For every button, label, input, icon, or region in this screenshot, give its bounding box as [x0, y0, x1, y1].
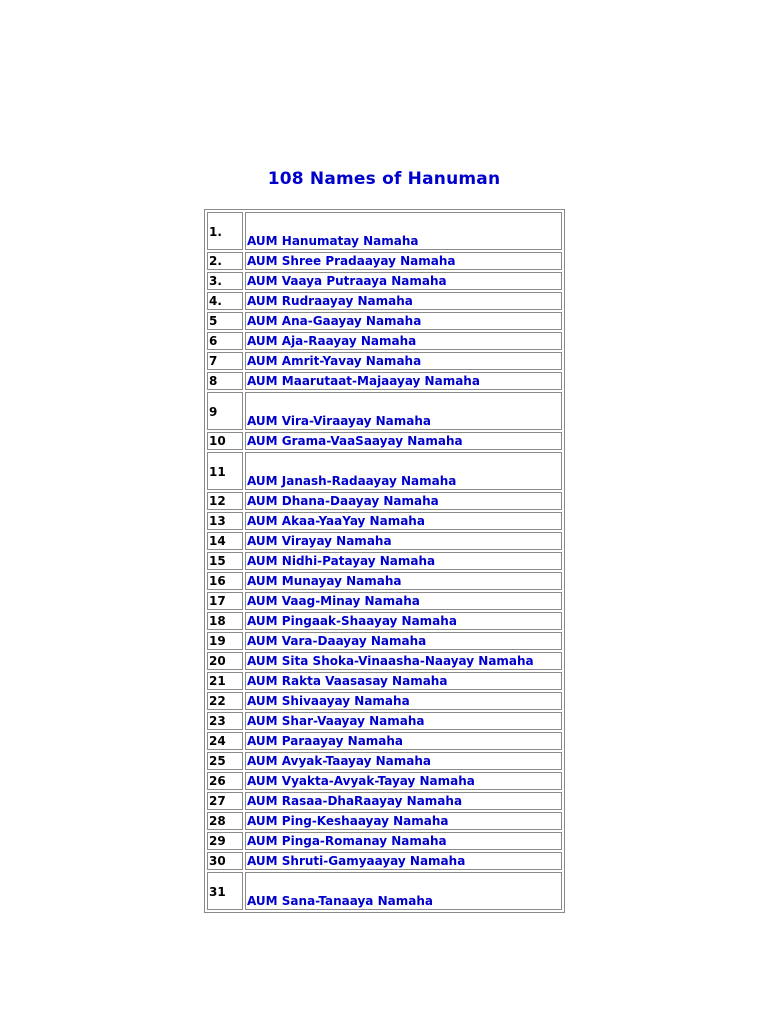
row-number: 2. [207, 252, 243, 270]
table-row [207, 652, 562, 670]
table-row [207, 712, 562, 730]
table-row [207, 552, 562, 570]
row-name: AUM Maarutaat-Majaayay Namaha [245, 372, 562, 390]
row-name: AUM Shivaayay Namaha [245, 692, 562, 710]
row-number: 9 [207, 392, 243, 430]
row-name: AUM Sita Shoka-Vinaasha-Naayay Namaha [245, 652, 562, 670]
row-number: 30 [207, 852, 243, 870]
row-number: 10 [207, 432, 243, 450]
row-number: 29 [207, 832, 243, 850]
row-number: 21 [207, 672, 243, 690]
table-row [207, 752, 562, 770]
row-number: 24 [207, 732, 243, 750]
row-number: 4. [207, 292, 243, 310]
table-row [207, 432, 562, 450]
row-name: AUM Shar-Vaayay Namaha [245, 712, 562, 730]
row-name: AUM Janash-Radaayay Namaha [245, 452, 562, 490]
row-number: 15 [207, 552, 243, 570]
table-row [207, 592, 562, 610]
table-row [207, 612, 562, 630]
row-number: 18 [207, 612, 243, 630]
table-row [207, 332, 562, 350]
row-number: 1. [207, 212, 243, 250]
row-name: AUM Rudraayay Namaha [245, 292, 562, 310]
row-number: 28 [207, 812, 243, 830]
row-number: 17 [207, 592, 243, 610]
table-row [207, 352, 562, 370]
row-name: AUM Hanumatay Namaha [245, 212, 562, 250]
table-row [207, 872, 562, 910]
row-name: AUM Sana-Tanaaya Namaha [245, 872, 562, 910]
row-number: 13 [207, 512, 243, 530]
table-row [207, 672, 562, 690]
row-number: 7 [207, 352, 243, 370]
row-name: AUM Rasaa-DhaRaayay Namaha [245, 792, 562, 810]
table-row [207, 532, 562, 550]
row-name: AUM Akaa-YaaYay Namaha [245, 512, 562, 530]
row-name: AUM Amrit-Yavay Namaha [245, 352, 562, 370]
row-name: AUM Shruti-Gamyaayay Namaha [245, 852, 562, 870]
row-number: 11 [207, 452, 243, 490]
table-row [207, 492, 562, 510]
row-name: AUM Vaag-Minay Namaha [245, 592, 562, 610]
table-row [207, 832, 562, 850]
row-name: AUM Munayay Namaha [245, 572, 562, 590]
table-row [207, 772, 562, 790]
table-row [207, 852, 562, 870]
table-row [207, 792, 562, 810]
table-row [207, 372, 562, 390]
row-name: AUM Vaaya Putraaya Namaha [245, 272, 562, 290]
names-table-body [207, 212, 562, 910]
row-number: 8 [207, 372, 243, 390]
row-name: AUM Ping-Keshaayay Namaha [245, 812, 562, 830]
table-row [207, 572, 562, 590]
row-number: 26 [207, 772, 243, 790]
table-row [207, 732, 562, 750]
row-name: AUM Pingaak-Shaayay Namaha [245, 612, 562, 630]
row-number: 27 [207, 792, 243, 810]
row-name: AUM Vyakta-Avyak-Tayay Namaha [245, 772, 562, 790]
row-name: AUM Paraayay Namaha [245, 732, 562, 750]
row-number: 20 [207, 652, 243, 670]
table-row [207, 312, 562, 330]
row-number: 16 [207, 572, 243, 590]
row-name: AUM Avyak-Taayay Namaha [245, 752, 562, 770]
row-number: 23 [207, 712, 243, 730]
row-number: 6 [207, 332, 243, 350]
row-name: AUM Aja-Raayay Namaha [245, 332, 562, 350]
row-number: 14 [207, 532, 243, 550]
row-number: 22 [207, 692, 243, 710]
row-name: AUM Grama-VaaSaayay Namaha [245, 432, 562, 450]
row-name: AUM Rakta Vaasasay Namaha [245, 672, 562, 690]
table-row [207, 812, 562, 830]
row-name: AUM Ana-Gaayay Namaha [245, 312, 562, 330]
row-name: AUM Nidhi-Patayay Namaha [245, 552, 562, 570]
row-name: AUM Virayay Namaha [245, 532, 562, 550]
table-row [207, 692, 562, 710]
row-number: 5 [207, 312, 243, 330]
row-name: AUM Vara-Daayay Namaha [245, 632, 562, 650]
names-table [204, 209, 565, 913]
table-row [207, 272, 562, 290]
table-row [207, 452, 562, 490]
table-row [207, 632, 562, 650]
table-row [207, 292, 562, 310]
row-name: AUM Pinga-Romanay Namaha [245, 832, 562, 850]
row-number: 25 [207, 752, 243, 770]
table-row [207, 392, 562, 430]
page-title: 108 Names of Hanuman [267, 169, 501, 189]
row-name: AUM Shree Pradaayay Namaha [245, 252, 562, 270]
table-row [207, 512, 562, 530]
table-row [207, 212, 562, 250]
row-name: AUM Vira-Viraayay Namaha [245, 392, 562, 430]
table-row [207, 252, 562, 270]
row-number: 3. [207, 272, 243, 290]
row-name: AUM Dhana-Daayay Namaha [245, 492, 562, 510]
row-number: 19 [207, 632, 243, 650]
row-number: 31 [207, 872, 243, 910]
row-number: 12 [207, 492, 243, 510]
